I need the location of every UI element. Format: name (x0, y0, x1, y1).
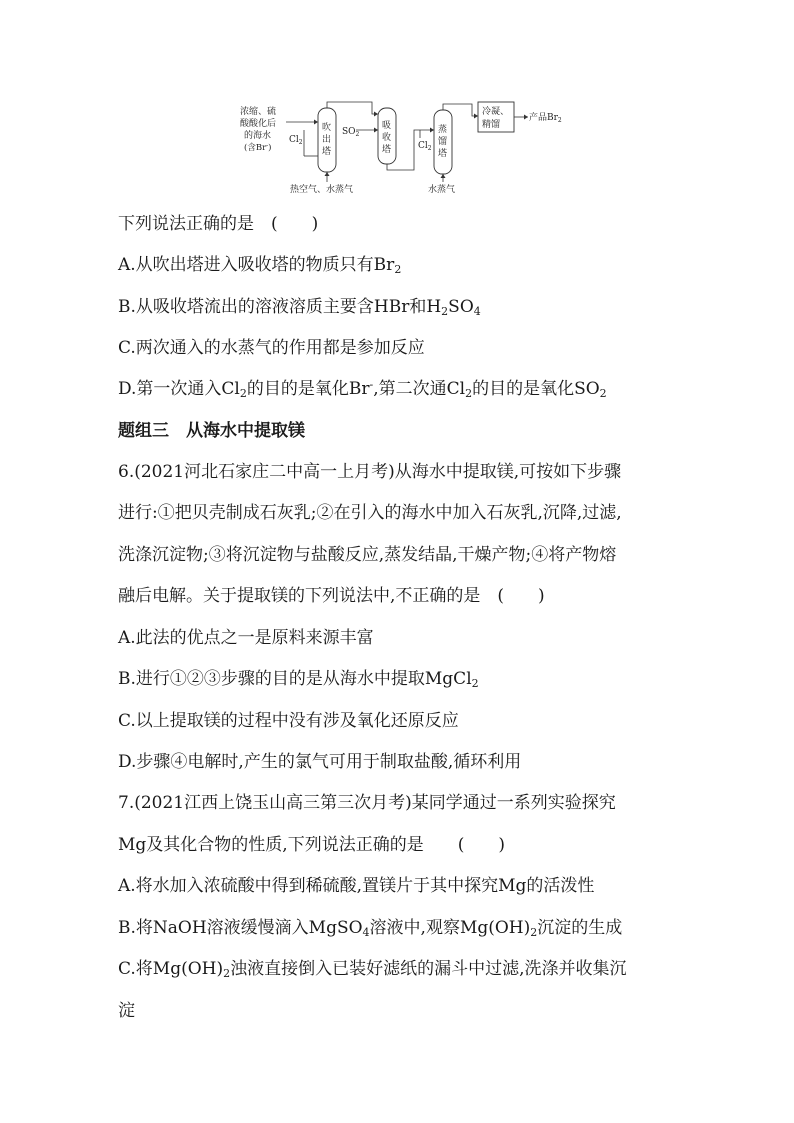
svg-text:出: 出 (322, 135, 332, 145)
q7-option-a: A.将水加入浓硫酸中得到稀硫酸,置镁片于其中探究Mg的活泼性 (118, 876, 595, 896)
svg-text:塔: 塔 (438, 149, 448, 159)
q6-option-b: B.进行①②③步骤的目的是从海水中提取MgCl$_2$ (118, 669, 479, 690)
svg-text:塔: 塔 (322, 147, 332, 157)
product-label: 产品$Br_2$ (529, 113, 562, 124)
svg-text:收: 收 (382, 133, 392, 143)
svg-text:馏: 馏 (438, 137, 448, 147)
svg-text:精馏: 精馏 (482, 120, 501, 130)
svg-text:冷凝、: 冷凝、 (482, 107, 510, 117)
q6-line-4: 融后电解。关于提取镁的下列说法中,不正确的是 ( ) (118, 586, 545, 606)
feed-label-1: 浓缩、硫 (240, 107, 277, 117)
feed-label-4: (含Br-) (244, 142, 272, 153)
q5-option-d: D.第一次通入$Cl_2$的目的是氧化Br-,第二次通$Cl_2$的目的是氧化$SO_2$ (118, 378, 607, 400)
q7-line-1: 7.(2021江西上饶玉山高三第三次月考)某同学通过一系列实验探究 (118, 793, 616, 813)
q6-line-3: 洗涤沉淀物;③将沉淀物与盐酸反应,蒸发结晶,干燥产物;④将产物熔 (118, 545, 617, 565)
svg-text:吸: 吸 (382, 121, 392, 131)
q5-stem: 下列说法正确的是 ( ) (118, 214, 319, 234)
cl2-inlet-label-1: $Cl_2$ (289, 135, 303, 146)
q7-option-c-continued: 淀 (118, 1001, 135, 1021)
q7-option-b: B.将NaOH溶液缓慢滴入MgSO$_4$溶液中,观察$Mg(OH)_2$沉淀的生成 (118, 918, 623, 939)
cl2-inlet-label-2: $Cl_2$ (418, 141, 432, 152)
feed-label-2: 酸酸化后 (240, 119, 277, 129)
so2-label: $SO_2$ (342, 127, 360, 138)
q6-option-a: A.此法的优点之一是原料来源丰富 (118, 628, 374, 648)
q6-option-d: D.步骤④电解时,产生的氯气可用于制取盐酸,循环利用 (118, 752, 522, 772)
bottom-label-2: 水蒸气 (428, 185, 456, 195)
q5-option-b: B.从吸收塔流出的溶液溶质主要含HBr和$H_2SO_4$ (118, 297, 481, 318)
svg-text:吹: 吹 (322, 123, 332, 133)
section-heading: 题组三 从海水中提取镁 (118, 421, 305, 441)
svg-text:塔: 塔 (382, 145, 392, 155)
q7-line-2: Mg及其化合物的性质,下列说法正确的是 ( ) (118, 835, 505, 855)
q5-option-a: A.从吹出塔进入吸收塔的物质只有$Br_2$ (118, 255, 402, 276)
q6-option-c: C.以上提取镁的过程中没有涉及氧化还原反应 (118, 711, 459, 731)
bottom-label-1: 热空气、水蒸气 (290, 185, 354, 195)
q5-option-c: C.两次通入的水蒸气的作用都是参加反应 (118, 338, 425, 358)
svg-text:蒸: 蒸 (438, 125, 448, 135)
bromine-extraction-diagram (238, 100, 568, 196)
feed-label-3: 的海水 (244, 131, 272, 141)
q7-option-c: C.将$Mg(OH)_2$浊液直接倒入已装好滤纸的漏斗中过滤,洗涤并收集沉 (118, 959, 627, 980)
q6-line-2: 进行:①把贝壳制成石灰乳;②在引入的海水中加入石灰乳,沉降,过滤, (118, 503, 622, 523)
q6-line-1: 6.(2021河北石家庄二中高一上月考)从海水中提取镁,可按如下步骤 (118, 462, 622, 482)
